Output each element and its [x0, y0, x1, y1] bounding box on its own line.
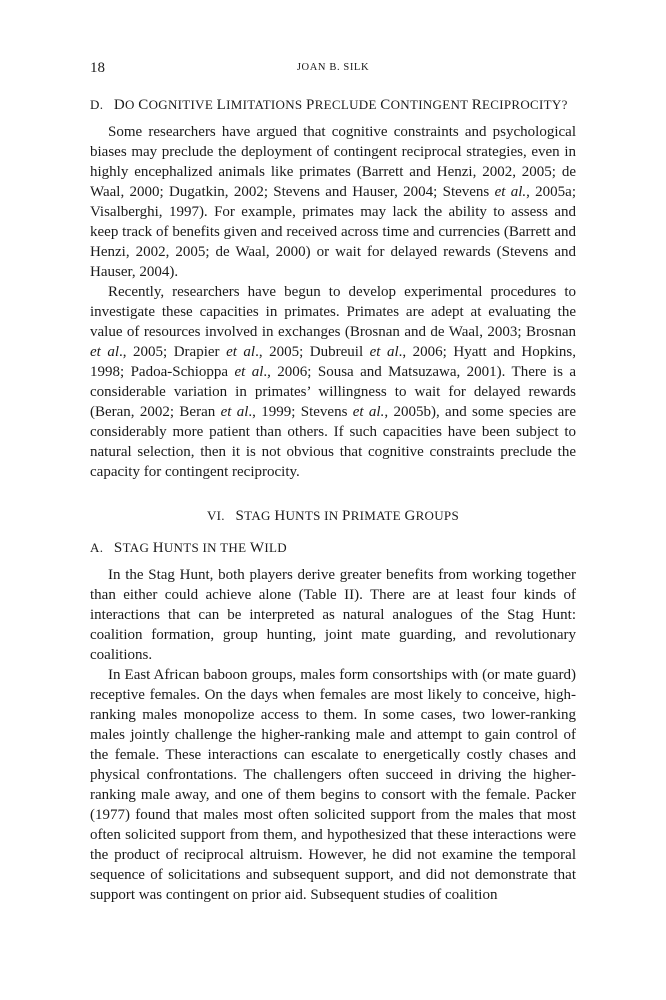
- section-heading-d: D. DO COGNITIVE LIMITATIONS PRECLUDE CONTINGENT RECIPROCITY?: [90, 97, 568, 113]
- page-body: [90, 95, 576, 905]
- page-header: [90, 60, 576, 80]
- section-numeral: VI.: [206, 508, 225, 523]
- section-heading-a: A. STAG HUNTS IN THE WILD: [90, 540, 287, 556]
- paragraph-1: Some researchers have argued that cognitive constraints and psychological biases may preclude the deployment of contingent reciprocal strategies, even in highly encephalized animals like primates (Barrett and Henzi, 2002, 2005; de Waal, 2000; Dugatkin, 2002; Stevens and Hauser, 2004; Stevens et al., 2005a; Visalberghi, 1997). For example, primates may lack the ability to assess and keep track of benefits given and received across time and currencies (Barrett and Henzi, 2002, 2005; de Waal, 2000) or wait for delayed rewards (Stevens and Hauser, 2004).: [90, 124, 576, 280]
- running-head: JOAN B. SILK: [296, 62, 370, 73]
- section-letter: D.: [90, 97, 104, 112]
- paragraph-4: In East African baboon groups, males form consortships with (or mate guard) receptive females. On the days when females are most likely to conceive, high-ranking males monopolize access to them. In some cases, two lower-ranking males jointly challenge the higher-ranking male and attempt to gain control of the female. These interactions can escalate to energetically costly chases and physical confrontations. The challengers often succeed in driving the higher-ranking male away, and one of them begins to consort with the female. Packer (1977) found that males most often solicited support from the males that most often solicited support from them, and hypothesized that these interactions were the product of reciprocal altruism. However, he did not examine the temporal sequence of solicitations and subsequent support, and did not demonstrate that support was contingent on prior aid. Subsequent studies of coalition: [90, 667, 576, 903]
- paragraph-2: Recently, researchers have begun to develop experimental procedures to investigate these capacities in primates. Primates are adept at evaluating the value of resources involved in exchanges (Brosnan and de Waal, 2003; Brosnan et al., 2005; Drapier et al., 2005; Dubreuil et al., 2006; Hyatt and Hopkins, 1998; Padoa-Schioppa et al., 2006; Sousa and Matsuzawa, 2001). There is a considerable variation in primates’ willingness to wait for delayed rewards (Beran, 2002; Beran et al., 1999; Stevens et al., 2005b), and some species are considerably more patient than others. If such capacities have been subject to natural selection, then it is not obvious that cognitive constraints preclude the capacity for contingent reciprocity.: [90, 284, 576, 480]
- section-letter: A.: [90, 540, 104, 555]
- page-number: 18: [90, 60, 105, 76]
- paragraph-3: In the Stag Hunt, both players derive greater benefits from working together than either could achieve alone (Table II). There are at least four kinds of interactions that can be interpreted as natural analogues of the Stag Hunt: coalition formation, group hunting, joint mate guarding, and revolutionary coalitions.: [90, 567, 576, 663]
- section-heading-vi: VI. STAG HUNTS IN PRIMATE GROUPS: [206, 508, 459, 524]
